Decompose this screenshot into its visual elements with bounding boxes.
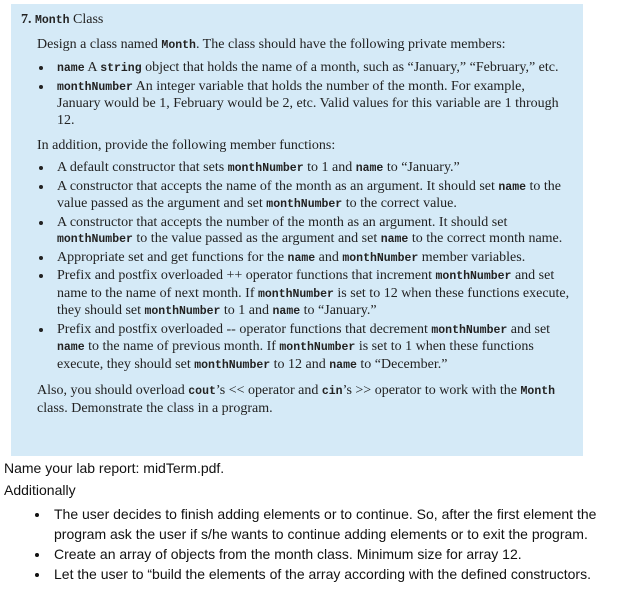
code-term: monthNumber <box>435 270 512 283</box>
code-term: name <box>57 62 85 75</box>
additional-instructions <box>4 460 622 584</box>
code-term: name <box>272 305 301 318</box>
exercise-title: 7. Month Class <box>21 12 104 27</box>
list-item: • monthNumber An integer variable that holds the number of the month. For example, January would be 1, February would be 2, etc. Valid values for this variable are 1 through 12. <box>53 79 571 130</box>
list-item: • name A string object that holds the name of a month, such as “January,” “February,” etc. <box>53 60 571 78</box>
code-term: monthNumber <box>194 358 271 372</box>
list-item: • Create an array of objects from the month class. Minimum size for array 12. <box>50 544 622 564</box>
list-item: • A constructor that accepts the number of the month as an argument. It should set monthNumber to the value passed as the argument and set name to the correct month name. <box>53 215 571 249</box>
list-item: • A default constructor that sets monthNumber to 1 and name to “January.” <box>53 160 571 178</box>
exercise-closing: Also, you should overload cout’s << operator and cin’s >> operator to work with the Month class. Demonstrate the class in a program. <box>37 383 556 416</box>
code-term: monthNumber <box>144 305 221 318</box>
code-term: Month <box>161 39 196 52</box>
list-item: • Appropriate set and get functions for the name and monthNumber member variables. <box>53 250 571 268</box>
code-term: name <box>380 233 409 246</box>
exercise-box <box>11 4 583 456</box>
exercise-intro: Design a class named Month. The class should have the following private members: <box>37 37 506 52</box>
code-term: monthNumber <box>279 341 356 354</box>
code-term: name <box>498 180 527 194</box>
code-term: monthNumber <box>57 233 133 246</box>
function-list <box>21 160 571 374</box>
list-item: • A constructor that accepts the name of the month as an argument. It should set name to the value passed as the argument and set monthNumber to the correct value. <box>53 179 571 214</box>
code-term: cin <box>321 385 343 398</box>
list-item: • Prefix and postfix overloaded -- operator functions that decrement monthNumber and set name to the name of previous month. If monthNumber is set to 1 when these functions execute, they should set monthNumber to 12 and name to “December.” <box>53 322 571 375</box>
list-item: • Prefix and postfix overloaded ++ operator functions that increment monthNumber and set name to the name of next month. If monthNumber is set to 12 when these functions execute, they should set monthNumber to 1 and name to “January.” <box>53 268 571 321</box>
code-term: monthNumber <box>258 287 334 301</box>
code-term: name <box>329 358 357 372</box>
additionally-label: Additionally <box>4 482 76 498</box>
code-term: monthNumber <box>227 162 304 175</box>
code-term: monthNumber <box>342 251 419 265</box>
code-term: monthNumber <box>266 198 343 211</box>
member-list <box>21 60 571 129</box>
code-term: monthNumber <box>57 80 133 94</box>
code-term: monthNumber <box>431 323 508 337</box>
code-term: name <box>355 162 384 175</box>
code-term: cout <box>188 385 216 398</box>
list-item: • Let the user to “build the elements of the array according with the defined constructors. <box>50 564 622 584</box>
report-name-line: Name your lab report: midTerm.pdf. <box>4 460 225 476</box>
code-term: name <box>57 341 85 354</box>
code-term: Month <box>520 385 556 398</box>
functions-intro: In addition, provide the following member functions: <box>37 138 336 153</box>
list-item: • The user decides to finish adding elements or to continue. So, after the first element the program ask the user if s/he wants to continue adding elements or to exit the program. <box>50 504 622 544</box>
code-term: name <box>287 251 316 265</box>
code-term: string <box>100 62 142 75</box>
additional-list <box>4 504 622 584</box>
